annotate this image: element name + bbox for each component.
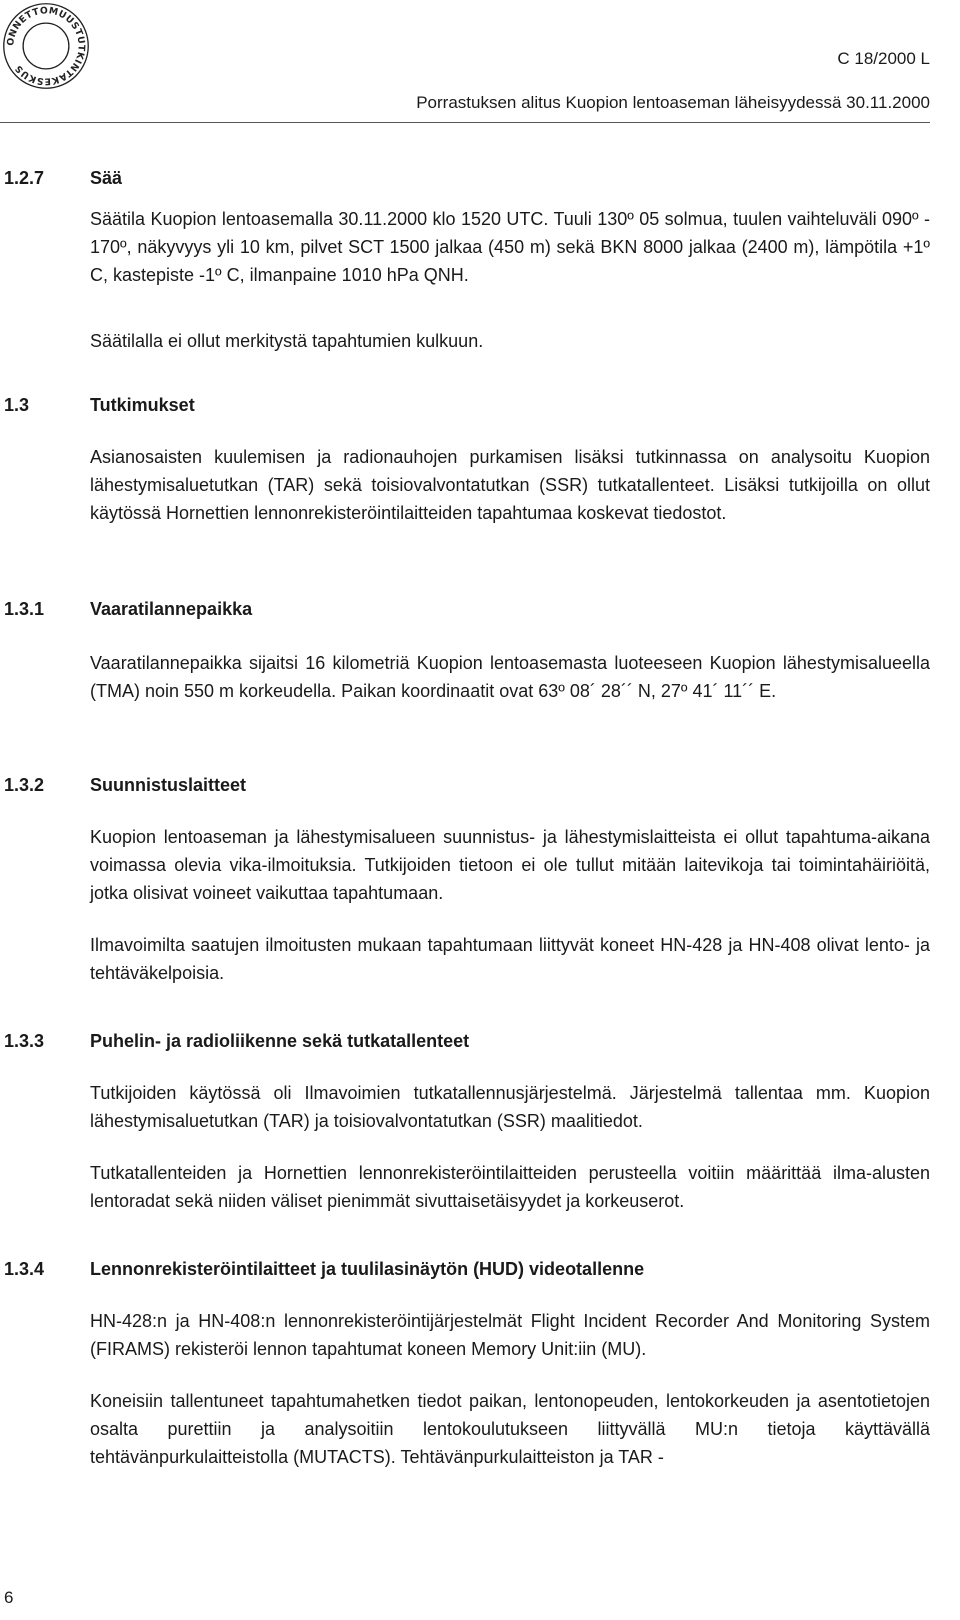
svg-text:ONNETTOMUUSTUTKINTAKESKUS: ONNETTOMUUSTUTKINTAKESKUS bbox=[5, 5, 87, 87]
navaids-paragraph: Kuopion lentoaseman ja lähestymisalueen suunnistus- ja lähestymislaitteista ei ollut tapahtuma-aikana voimassa olevia vika-ilmoituksia. Tutkijoiden tietoon ei ole tullut mitään laitevikoja tai toimintahäiriöitä, jotka olisivat voineet vaikuttaa tapahtumaan. bbox=[90, 827, 930, 903]
section-heading: Sää bbox=[90, 168, 123, 188]
agency-seal-logo bbox=[2, 2, 90, 90]
document-running-title: Porrastuksen alitus Kuopion lentoaseman läheisyydessä 30.11.2000 bbox=[416, 93, 930, 112]
mutacts-paragraph: Koneisiin tallentuneet tapahtumahetken tiedot paikan, lentonopeuden, lentokorkeuden ja asentotietojen osalta purettiin ja analysoitiin lentokoulutukseen liittyvällä MU:n tietoja käyttävällä tehtävänpurkulaitteistolla (MUTACTS). Tehtävänpurkulaitteiston ja TAR - bbox=[90, 1391, 930, 1467]
section-heading: Lennonrekisteröintilaitteet ja tuulilasinäytön (HUD) videotallenne bbox=[90, 1259, 645, 1279]
firams-paragraph: HN-428:n ja HN-408:n lennonrekisteröintijärjestelmät Flight Incident Recorder And Monitoring System (FIRAMS) rekisteröi lennon tapahtumat koneen Memory Unit:iin (MU). bbox=[90, 1311, 930, 1359]
aircraft-airworthiness-paragraph: Ilmavoimilta saatujen ilmoitusten mukaan tapahtumaan liittyvät koneet HN-428 ja HN-408 olivat lento- ja tehtäväkelpoisia. bbox=[90, 935, 930, 983]
investigation-paragraph: Asianosaisten kuulemisen ja radionauhojen purkamisen lisäksi tutkinnassa on analysoitu Kuopion lähestymisaluetutkan (TAR) sekä toisiovalvontatutkan (SSR) tutkatallenteet. Lisäksi tutkijoilla on ollut käytössä Hornettien lennonrekisteröintilaitteiden tapahtumaa koskevat tiedostot. bbox=[90, 447, 930, 523]
section-number: 1.3 bbox=[4, 395, 30, 415]
section-number: 1.2.7 bbox=[4, 168, 45, 188]
section-heading: Vaaratilannepaikka bbox=[90, 599, 253, 619]
radar-recording-paragraph: Tutkijoiden käytössä oli Ilmavoimien tutkatallennusjärjestelmä. Järjestelmä tallentaa mm. Kuopion lähestymisaluetutkan (TAR) ja toisiovalvontatutkan (SSR) maalitiedot. bbox=[90, 1083, 930, 1131]
section-number: 1.3.1 bbox=[4, 599, 45, 619]
page-number: 6 bbox=[4, 1588, 14, 1607]
header-divider bbox=[0, 122, 930, 123]
weather-note-paragraph: Säätilalla ei ollut merkitystä tapahtumien kulkuun. bbox=[90, 331, 484, 351]
incident-location-paragraph: Vaaratilannepaikka sijaitsi 16 kilometriä Kuopion lentoasemasta luoteeseen Kuopion lähestymisalueella (TMA) noin 550 m korkeudella. Paikan koordinaatit ovat 63º 08´ 28´´ N, 27º 41´ 11´´ E. bbox=[90, 653, 930, 701]
section-number: 1.3.2 bbox=[4, 775, 45, 795]
section-heading: Puhelin- ja radioliikenne sekä tutkatallenteet bbox=[90, 1031, 470, 1051]
document-code: C 18/2000 L bbox=[837, 49, 930, 68]
section-number: 1.3.3 bbox=[4, 1031, 45, 1051]
flight-paths-paragraph: Tutkatallenteiden ja Hornettien lennonrekisteröintilaitteiden perusteella voitiin määrittää ilma-alusten lentoradat sekä niiden väliset pienimmät sivuttaisetäisyydet ja korkeuserot. bbox=[90, 1163, 930, 1211]
section-heading: Suunnistuslaitteet bbox=[90, 775, 247, 795]
section-number: 1.3.4 bbox=[4, 1259, 45, 1279]
weather-paragraph: Säätila Kuopion lentoasemalla 30.11.2000 klo 1520 UTC. Tuuli 130º 05 solmua, tuulen vaihteluväli 090º - 170º, näkyvyys yli 10 km, pilvet SCT 1500 jalkaa (450 m) sekä BKN 8000 jalkaa (2400 m), lämpötila +1º C, kastepiste -1º C, ilmanpaine 1010 hPa QNH. bbox=[90, 209, 930, 285]
section-heading: Tutkimukset bbox=[90, 395, 195, 415]
